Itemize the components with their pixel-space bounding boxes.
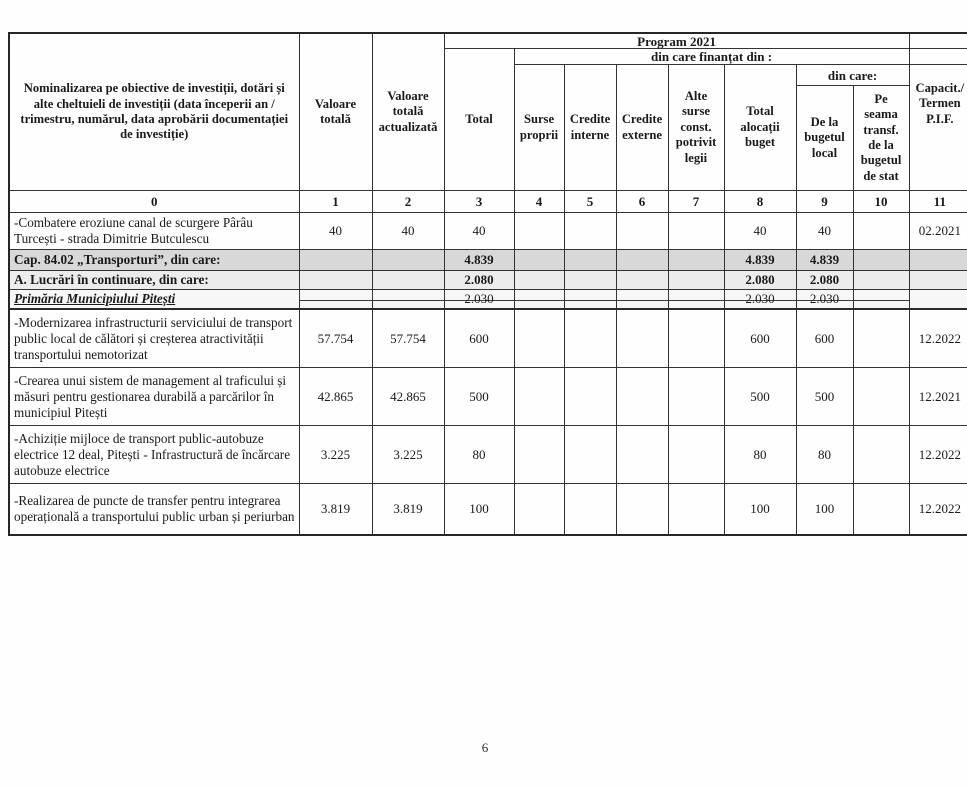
cell-c1 — [299, 271, 372, 290]
cell-c5 — [564, 290, 616, 310]
cell-c8: 2.030 — [724, 290, 796, 310]
col-number-11: 11 — [909, 191, 967, 213]
header-cell-din-care-finantat: din care finanțat din : — [514, 49, 909, 65]
header-cell-credite-interne: Credite interne — [564, 65, 616, 191]
col-number-9: 9 — [796, 191, 853, 213]
cell-c3: 4.839 — [444, 250, 514, 271]
cell-c9: 4.839 — [796, 250, 853, 271]
cell-c2: 3.819 — [372, 484, 444, 536]
col-number-4: 4 — [514, 191, 564, 213]
cell-c1 — [299, 290, 372, 310]
cell-c5 — [564, 484, 616, 536]
cell-c8: 80 — [724, 426, 796, 484]
cell-c7 — [668, 290, 724, 310]
cell-c9: 600 — [796, 309, 853, 368]
row-objective-name: -Modernizarea infrastructurii serviciului de transport public local de călători și creșterea atractivității transportului nemotorizat — [9, 309, 299, 368]
header-row-program — [9, 33, 967, 49]
header-cell-capacitate-termen: Capacit./ Termen P.I.F. — [909, 65, 967, 191]
cell-c3: 2.080 — [444, 271, 514, 290]
cell-c3: 600 — [444, 309, 514, 368]
page-number: 6 — [481, 740, 489, 755]
table-row-subsection — [9, 271, 967, 290]
cell-c4 — [514, 484, 564, 536]
header-cell-transf-stat: Pe seama transf. de la bugetul de stat — [853, 86, 909, 191]
cell-c8: 100 — [724, 484, 796, 536]
cell-c9: 2.030 — [796, 290, 853, 310]
cell-c5 — [564, 271, 616, 290]
header-cell-total-alocatii: Total alocații buget — [724, 65, 796, 191]
cell-c4 — [514, 271, 564, 290]
cell-c7 — [668, 250, 724, 271]
cell-c3: 2.030 — [444, 290, 514, 310]
cell-c6 — [616, 426, 668, 484]
cell-c4 — [514, 290, 564, 310]
header-cell-valoare-totala: Valoare totală — [299, 33, 372, 191]
column-numbers-row — [9, 191, 967, 213]
cell-c8: 4.839 — [724, 250, 796, 271]
cell-c9: 80 — [796, 426, 853, 484]
header-cell-alte-surse: Alte surse const. potrivit legii — [668, 65, 724, 191]
cell-c1: 40 — [299, 213, 372, 250]
cell-c6 — [616, 290, 668, 310]
cell-c4 — [514, 213, 564, 250]
header-cell-surse-proprii: Surse proprii — [514, 65, 564, 191]
cell-c3: 80 — [444, 426, 514, 484]
col-number-8: 8 — [724, 191, 796, 213]
cell-c9: 500 — [796, 368, 853, 426]
cell-c6 — [616, 250, 668, 271]
cell-c11: 12.2022 — [909, 484, 967, 536]
table-row — [9, 484, 967, 536]
cell-c5 — [564, 426, 616, 484]
header-cell-din-care: din care: — [796, 65, 909, 86]
cell-c8: 2.080 — [724, 271, 796, 290]
cell-c7 — [668, 213, 724, 250]
row-objective-name: -Achiziție mijloce de transport public-autobuze electrice 12 deal, Pitești - Infrastructură de încărcare autobuze electrice — [9, 426, 299, 484]
row-objective-name: -Combatere eroziune canal de scurgere Pârâu Turcești - strada Dimitrie Butculescu — [9, 213, 299, 250]
cell-c4 — [514, 250, 564, 271]
cell-c1 — [299, 250, 372, 271]
cell-c5 — [564, 368, 616, 426]
header-cell-credite-externe: Credite externe — [616, 65, 668, 191]
cell-c1: 3.819 — [299, 484, 372, 536]
empty-cell — [909, 49, 967, 65]
cell-c6 — [616, 271, 668, 290]
cell-c2: 57.754 — [372, 309, 444, 368]
table-row — [9, 309, 967, 368]
cell-c4 — [514, 426, 564, 484]
cell-c8: 600 — [724, 309, 796, 368]
table-row-entity — [9, 290, 967, 310]
header-cell-nominalizarea: Nominalizarea pe obiective de investiții, dotări și alte cheltuieli de investiții (data începerii an / trimestru, numărul, data aprobării documentației de investiție) — [9, 33, 299, 191]
cell-c11: 12.2021 — [909, 368, 967, 426]
col-number-7: 7 — [668, 191, 724, 213]
cell-c3: 100 — [444, 484, 514, 536]
cell-c1: 42.865 — [299, 368, 372, 426]
cell-c7 — [668, 309, 724, 368]
cell-c10 — [853, 213, 909, 250]
cell-c4 — [514, 368, 564, 426]
cell-c5 — [564, 213, 616, 250]
cell-c6 — [616, 484, 668, 536]
cell-c2: 3.225 — [372, 426, 444, 484]
row-objective-name: -Crearea unui sistem de management al traficului și măsuri pentru gestionarea durabilă a parcărilor în municipiul Pitești — [9, 368, 299, 426]
cell-c2 — [372, 250, 444, 271]
col-number-10: 10 — [853, 191, 909, 213]
cell-c11: 02.2021 — [909, 213, 967, 250]
cell-c10 — [853, 271, 909, 290]
cell-c10 — [853, 426, 909, 484]
row-subsection-name: A. Lucrări în continuare, din care: — [9, 271, 299, 290]
cell-c3: 40 — [444, 213, 514, 250]
cell-c5 — [564, 250, 616, 271]
cell-c10 — [853, 290, 909, 310]
table-row — [9, 213, 967, 250]
col-number-6: 6 — [616, 191, 668, 213]
col-number-3: 3 — [444, 191, 514, 213]
cell-c10 — [853, 484, 909, 536]
cell-c9: 2.080 — [796, 271, 853, 290]
cell-c10 — [853, 368, 909, 426]
entity-name-text: Primăria Municipiului Pitești — [14, 291, 176, 307]
table-row-section — [9, 250, 967, 271]
cell-c6 — [616, 213, 668, 250]
cell-c8: 500 — [724, 368, 796, 426]
empty-cell — [909, 33, 967, 49]
cell-c7 — [668, 484, 724, 536]
cell-c8: 40 — [724, 213, 796, 250]
table-row — [9, 368, 967, 426]
cell-c3: 500 — [444, 368, 514, 426]
cell-c11 — [909, 271, 967, 290]
row-entity-name — [9, 290, 299, 310]
cell-c7 — [668, 426, 724, 484]
col-number-1: 1 — [299, 191, 372, 213]
header-cell-program-2021: Program 2021 — [444, 33, 909, 49]
cell-c9: 40 — [796, 213, 853, 250]
cell-c7 — [668, 271, 724, 290]
cell-c4 — [514, 309, 564, 368]
header-cell-bugetul-local: De la bugetul local — [796, 86, 853, 191]
cell-c7 — [668, 368, 724, 426]
row-objective-name: -Realizarea de puncte de transfer pentru integrarea operațională a transportului public urban și periurban — [9, 484, 299, 536]
cell-c5 — [564, 309, 616, 368]
header-cell-valoare-actualizata: Valoare totală actualizată — [372, 33, 444, 191]
col-number-5: 5 — [564, 191, 616, 213]
cell-c2: 40 — [372, 213, 444, 250]
cell-c6 — [616, 309, 668, 368]
cell-c6 — [616, 368, 668, 426]
header-cell-total: Total — [444, 49, 514, 191]
cell-c11 — [909, 290, 967, 310]
investment-objectives-table — [8, 32, 967, 536]
cell-c11: 12.2022 — [909, 426, 967, 484]
cell-c2 — [372, 271, 444, 290]
cell-c1: 3.225 — [299, 426, 372, 484]
cell-c9: 100 — [796, 484, 853, 536]
row-section-name: Cap. 84.02 „Transporturi”, din care: — [9, 250, 299, 271]
cell-c1: 57.754 — [299, 309, 372, 368]
table-row — [9, 426, 967, 484]
cell-c10 — [853, 250, 909, 271]
cell-c11 — [909, 250, 967, 271]
cell-c2 — [372, 290, 444, 310]
cell-c11: 12.2022 — [909, 309, 967, 368]
col-number-0: 0 — [9, 191, 299, 213]
cell-c2: 42.865 — [372, 368, 444, 426]
col-number-2: 2 — [372, 191, 444, 213]
cell-c10 — [853, 309, 909, 368]
